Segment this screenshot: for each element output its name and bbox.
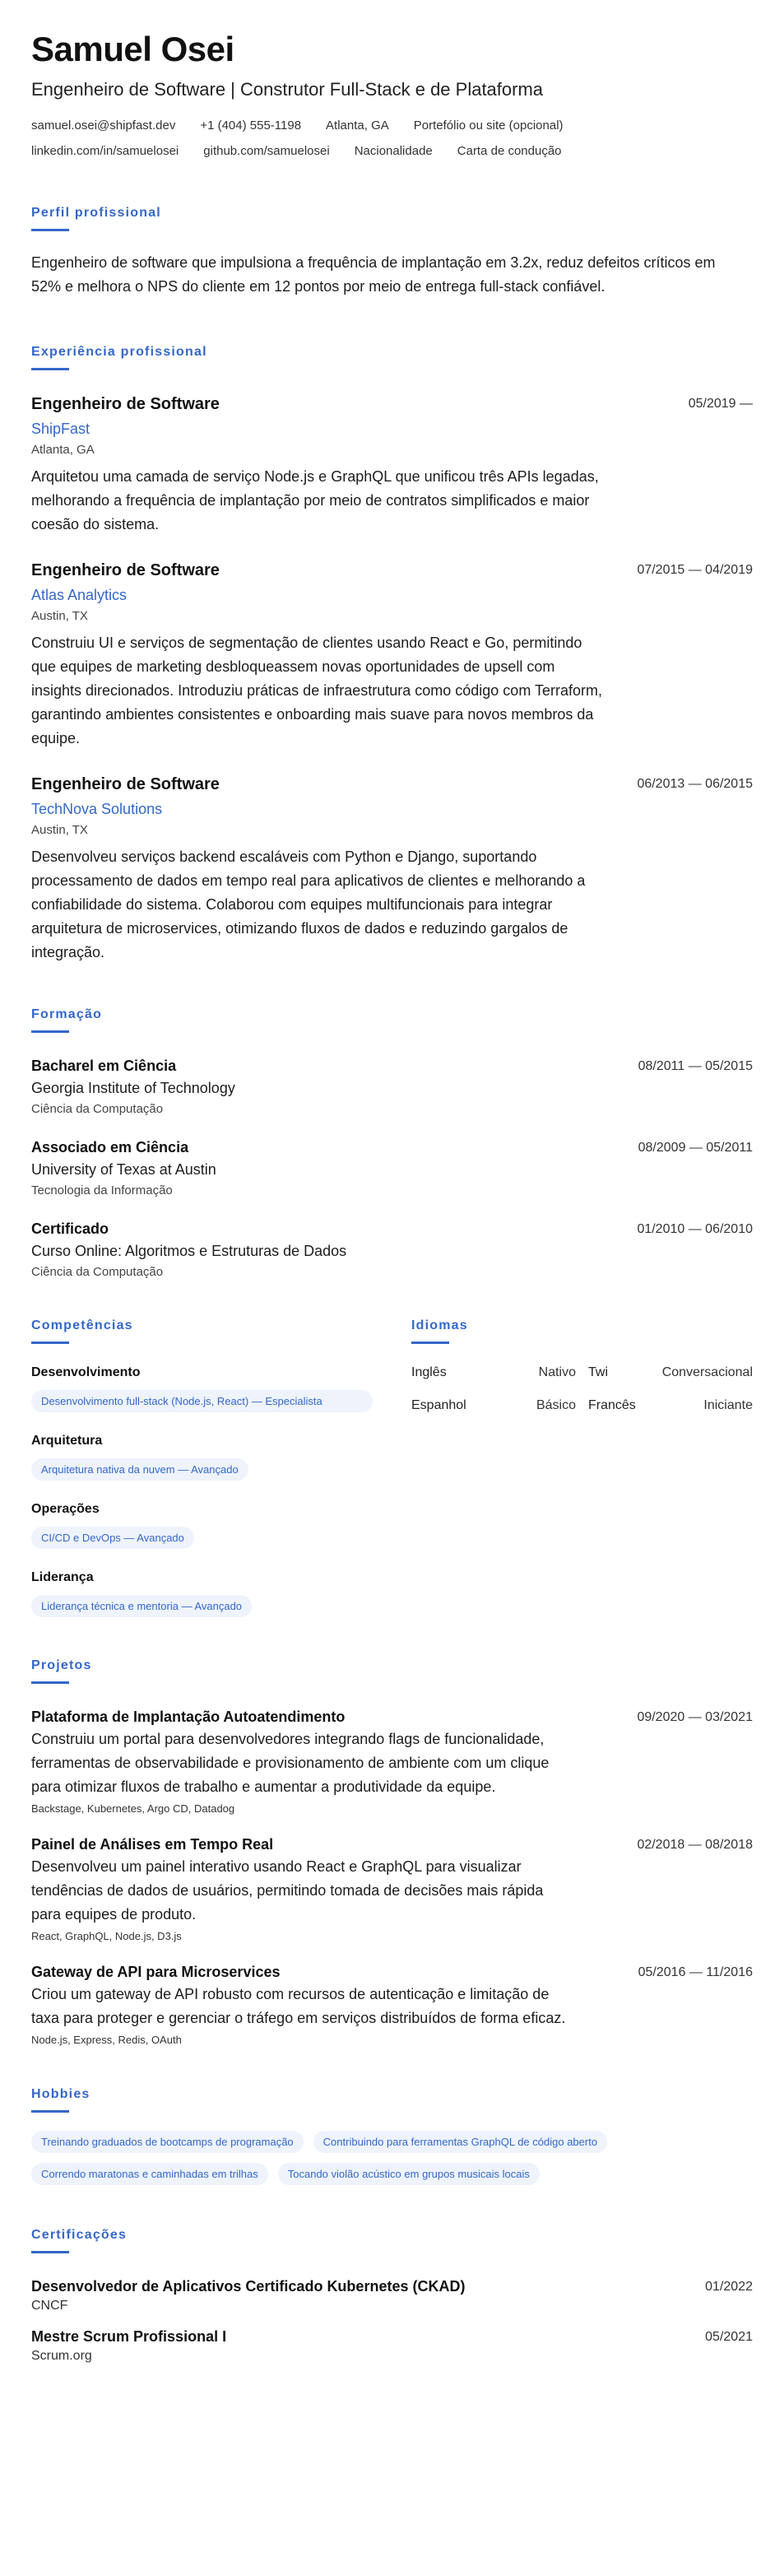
degree-title: Associado em Ciência — [31, 1139, 189, 1155]
certification-entry — [31, 2278, 753, 2313]
education-entry — [31, 1139, 753, 1197]
job-title: Engenheiro de Software — [31, 395, 220, 413]
language-level: Iniciante — [703, 1398, 753, 1412]
section-title: Idiomas — [411, 1318, 468, 1332]
contact-location: Atlanta, GA — [326, 119, 389, 133]
section-divider — [411, 1341, 449, 1344]
school-name: Curso Online: Algoritmos e Estruturas de Dados — [31, 1243, 347, 1259]
field-of-study: Ciência da Computação — [31, 1102, 164, 1116]
section-title: Formação — [31, 1007, 103, 1021]
skill-category: Desenvolvimento — [31, 1365, 141, 1379]
field-of-study: Ciência da Computação — [31, 1265, 164, 1279]
education-entry — [31, 1058, 753, 1116]
job-dates: 06/2013 — 06/2015 — [637, 777, 753, 791]
project-tech-stack: Backstage, Kubernetes, Argo CD, Datadog — [31, 1802, 235, 1815]
company-name: Atlas Analytics — [31, 587, 128, 603]
experience-entry — [31, 775, 753, 965]
projects-section — [31, 1658, 753, 2046]
hobby-list — [31, 2131, 739, 2185]
project-name: Gateway de API para Microservices — [31, 1964, 281, 1980]
job-description: Desenvolveu serviços backend escaláveis com Python e Django, suportando processamento de dados em tempo real para aplicativos de clientes e melhorando a confiabilidade do sistema. Colaborou com equipes multifuncionais para integrar arquitetura de microservices, otimizando fluxos de dados e reduzindo gargalos de integração. — [31, 849, 586, 960]
language-row — [411, 1398, 753, 1413]
education-dates: 08/2009 — 05/2011 — [638, 1141, 753, 1155]
project-entry — [31, 1836, 753, 1942]
company-name: TechNova Solutions — [31, 801, 163, 817]
certifications-section — [31, 2228, 753, 2364]
section-title: Hobbies — [31, 2087, 90, 2101]
project-dates: 05/2016 — 11/2016 — [638, 1965, 753, 1979]
contact-info-secondary — [31, 144, 753, 158]
skill-tag: CI/CD e DevOps — Avançado — [31, 1527, 194, 1549]
section-title: Certificações — [31, 2228, 128, 2242]
hobby-tag: Tocando violão acústico em grupos musicais locais — [278, 2163, 540, 2185]
contact-info — [31, 119, 753, 133]
school-name: University of Texas at Austin — [31, 1161, 216, 1178]
degree-title: Certificado — [31, 1221, 109, 1237]
skill-group — [31, 1434, 373, 1481]
languages-section — [411, 1318, 753, 1617]
hobby-tag: Correndo maratonas e caminhadas em trilhas — [31, 2163, 268, 2185]
job-dates: 05/2019 — — [688, 397, 753, 411]
job-description: Arquitetou uma camada de serviço Node.js e GraphQL que unificou três APIs legadas, melhorando a frequência de implantação por meio de contratos simplificados e maior coesão do sistema. — [31, 468, 599, 532]
skill-group — [31, 1365, 373, 1412]
experience-entry — [31, 561, 753, 751]
company-name: ShipFast — [31, 421, 90, 437]
project-name: Plataforma de Implantação Autoatendimento — [31, 1709, 346, 1725]
skill-tag: Desenvolvimento full-stack (Node.js, React) — Especialista — [31, 1390, 373, 1412]
section-divider — [31, 229, 69, 231]
education-section — [31, 1007, 753, 1279]
project-tech-stack: React, GraphQL, Node.js, D3.js — [31, 1930, 182, 1942]
section-divider — [31, 2110, 69, 2113]
language-item — [411, 1365, 576, 1380]
hobby-tag: Contribuindo para ferramentas GraphQL de código aberto — [313, 2131, 607, 2153]
language-name: Francês — [588, 1398, 636, 1412]
education-dates: 01/2010 — 06/2010 — [637, 1222, 753, 1236]
certification-issuer: CNCF — [31, 2299, 68, 2313]
project-entry — [31, 1709, 753, 1815]
language-item — [411, 1398, 576, 1413]
project-description: Criou um gateway de API robusto com recursos de autenticação e limitação de taxa para proteger e gerenciar o tráfego em serviços distribuídos de forma eficaz. — [31, 1986, 566, 2026]
contact-nationality: Nacionalidade — [354, 144, 433, 158]
summary-text: Engenheiro de software que impulsiona a frequência de implantação em 3.2x, reduz defeitos críticos em 52% e melhora o NPS do cliente em 12 pontos por meio de entrega full-stack confiável. — [31, 254, 716, 295]
school-name: Georgia Institute of Technology — [31, 1080, 235, 1096]
certification-name: Desenvolvedor de Aplicativos Certificado Kubernetes (CKAD) — [31, 2278, 466, 2295]
section-divider — [31, 1030, 69, 1033]
resume-header — [31, 30, 753, 158]
summary-section — [31, 206, 753, 299]
section-title: Projetos — [31, 1658, 92, 1672]
contact-driving-license: Carta de condução — [457, 144, 562, 158]
section-divider — [31, 1341, 69, 1344]
skill-category: Operações — [31, 1502, 100, 1516]
certification-issuer: Scrum.org — [31, 2349, 92, 2363]
project-entry — [31, 1964, 753, 2046]
skill-tag: Arquitetura nativa da nuvem — Avançado — [31, 1458, 248, 1481]
project-dates: 02/2018 — 08/2018 — [637, 1838, 753, 1852]
language-row — [411, 1365, 753, 1380]
certification-date: 05/2021 — [705, 2330, 753, 2344]
education-dates: 08/2011 — 05/2015 — [638, 1059, 753, 1073]
experience-entry — [31, 395, 753, 537]
contact-email[interactable]: samuel.osei@shipfast.dev — [31, 119, 176, 133]
section-divider — [31, 2251, 69, 2253]
field-of-study: Tecnologia da Informação — [31, 1183, 173, 1197]
contact-linkedin[interactable]: linkedin.com/in/samuelosei — [31, 144, 179, 158]
section-title: Perfil profissional — [31, 206, 161, 220]
education-entry — [31, 1221, 753, 1279]
project-name: Painel de Análises em Tempo Real — [31, 1836, 274, 1853]
job-location: Austin, TX — [31, 823, 88, 837]
skill-category: Arquitetura — [31, 1434, 103, 1448]
section-title: Competências — [31, 1318, 133, 1332]
section-divider — [31, 368, 69, 370]
job-location: Austin, TX — [31, 609, 88, 623]
project-tech-stack: Node.js, Express, Redis, OAuth — [31, 2034, 182, 2046]
candidate-headline: Engenheiro de Software | Construtor Full-Stack e de Plataforma — [31, 79, 544, 100]
certification-entry — [31, 2328, 753, 2364]
skills-languages-row — [31, 1318, 753, 1617]
project-dates: 09/2020 — 03/2021 — [637, 1710, 753, 1724]
contact-portfolio[interactable]: Portefólio ou site (opcional) — [413, 119, 564, 133]
skill-group — [31, 1502, 373, 1549]
job-description: Construiu UI e serviços de segmentação de clientes usando React e Go, permitindo que equipes de marketing desbloqueassem novas oportunidades de upsell com insights direcionados. Introduziu práticas de infraestrutura como código com Terraform, garantindo ambientes consistentes e onboarding mais suave para novos membros da equipe. — [31, 635, 603, 746]
skill-tag: Liderança técnica e mentoria — Avançado — [31, 1595, 252, 1617]
language-level: Nativo — [538, 1365, 576, 1379]
job-title: Engenheiro de Software — [31, 775, 220, 793]
section-title: Experiência profissional — [31, 345, 207, 359]
degree-title: Bacharel em Ciência — [31, 1058, 177, 1074]
skill-category: Liderança — [31, 1570, 94, 1584]
skill-group — [31, 1570, 373, 1617]
candidate-name: Samuel Osei — [31, 30, 234, 68]
hobby-tag: Treinando graduados de bootcamps de programação — [31, 2131, 304, 2153]
job-title: Engenheiro de Software — [31, 561, 220, 579]
project-description: Desenvolveu um painel interativo usando React e GraphQL para visualizar tendências de dados de usuários, permitindo tomada de decisões mais rápida para equipes de produto. — [31, 1858, 544, 1923]
hobbies-section — [31, 2087, 753, 2185]
project-description: Construiu um portal para desenvolvedores integrando flags de funcionalidade, ferramentas de observabilidade e provisionamento de ambiente com um clique para otimizar fluxos de trabalho e aumentar a produtividade da equipe. — [31, 1731, 550, 1795]
certification-date: 01/2022 — [705, 2280, 753, 2294]
section-divider — [31, 1681, 69, 1684]
job-location: Atlanta, GA — [31, 443, 95, 457]
language-name: Espanhol — [411, 1398, 466, 1412]
contact-github[interactable]: github.com/samuelosei — [203, 144, 330, 158]
language-item — [588, 1365, 753, 1380]
language-name: Inglês — [411, 1365, 447, 1379]
job-dates: 07/2015 — 04/2019 — [637, 563, 753, 577]
certification-name: Mestre Scrum Profissional I — [31, 2328, 227, 2345]
language-level: Básico — [536, 1398, 576, 1412]
language-item — [588, 1398, 753, 1413]
contact-phone[interactable]: +1 (404) 555-1198 — [200, 119, 302, 133]
language-name: Twi — [588, 1365, 608, 1379]
experience-section — [31, 345, 753, 965]
skills-section — [31, 1318, 373, 1617]
language-level: Conversacional — [661, 1365, 753, 1379]
